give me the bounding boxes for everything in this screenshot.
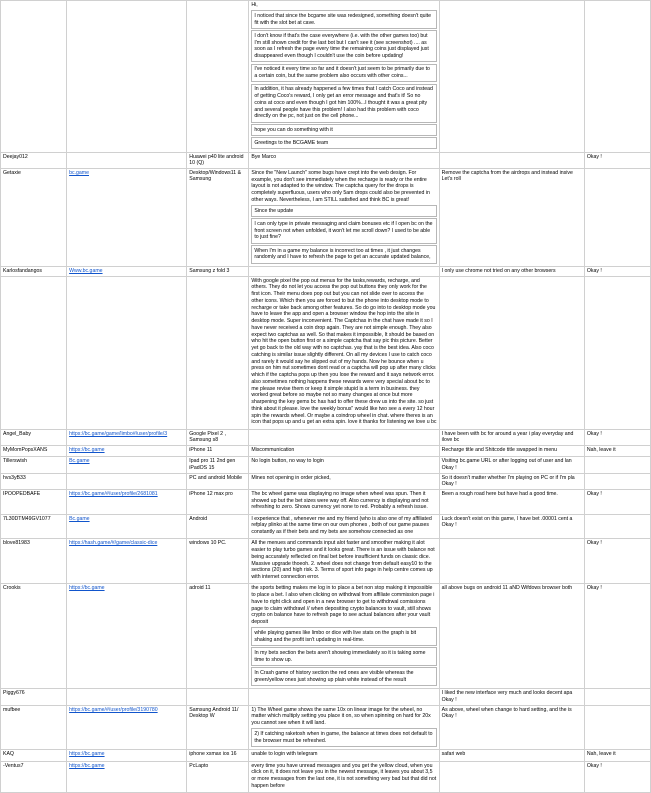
table-row — [1, 689, 651, 705]
message-text: No login button, no way to login — [251, 458, 436, 465]
message-text: All the menues and commands input alot faster and smoother making it alot easier to play turbo games and it looks great. There is an issue with balance not being accurately reflected on final bet before insufficient funds on classic dice. Massive upgrade thoeoh. 2. wheel does not change from default easy10 to the sections (20) and high risk. 3. Terms of sport info page in help centre comes up with internet connection error. — [251, 540, 435, 581]
cell-message — [249, 584, 439, 689]
message-text: unable to login with telegram — [251, 751, 436, 758]
message-box: 2) If catching raketosh when in game, the balance at times does not default to the browser must be refreshed. — [251, 728, 436, 747]
cell-user: Getaxie — [1, 168, 67, 266]
message-box: hope you can do something with it — [251, 124, 436, 136]
profile-link[interactable]: Bc.game — [69, 458, 90, 465]
cell-message — [249, 539, 439, 584]
cell-flag: Okay ! — [584, 761, 650, 793]
table-row — [1, 457, 651, 473]
cell-profile-link[interactable] — [67, 168, 187, 266]
table-row — [1, 1, 651, 153]
cell-device: windows 10 PC. — [187, 539, 249, 584]
message-box: I noticed that since the bcgame site was redesigned, something doesn't quite fit with the slot bet at cave. — [251, 10, 436, 29]
cell-device: adroid 11 — [187, 584, 249, 689]
table-row — [1, 276, 651, 429]
message-box: I can only type in private messaging and claim bonuses etc if I open bc on the front screen not when unfolded, it won't let me scroll down? I used to be able to just fine? — [251, 218, 436, 243]
cell-notes: I have been with bc for around a year i play everyday and ilove bc — [439, 429, 584, 445]
cell-message — [249, 689, 439, 705]
table-row — [1, 761, 651, 793]
cell-user: MyMomPopsXANS — [1, 446, 67, 457]
cell-device — [187, 1, 249, 153]
table-row — [1, 473, 651, 489]
table-row — [1, 446, 651, 457]
cell-device: PcLapto — [187, 761, 249, 793]
message-text: Hi, — [251, 2, 436, 9]
message-text: the sports betting makes me log in to place a bet non stop making it impossible to place a bet. I also when clicking on withdrwal from affiliate commission page i have to right click and open in a new browser to get to withdrwal comissions page to claim withdrawl // when depositing crypto balances to vault, still shows crypto on balance have to refresh page to see actual balances after your vault deposit — [251, 585, 436, 626]
cell-user: Angel_Baby — [1, 429, 67, 445]
message-text: 1) The Wheel game shows the same 10x on linear image for the wheel, no matter which multiply setting you place it on, so when spinning on hard for 20x you cannot see when it will land. — [251, 707, 436, 727]
message-text: With google pixel the pop out menus for the tasks,rewards, recharge, and others. They do not let you access the pop out buttons they only work for the first icon. Their menu does pop out but you can not slide over to access the other icons. Which then you are forced to but the phone into desktop mode to recharge or take back among other features. So do go into to desktop mode you have to leave the app and open a browser window the hop into the site in desktop mode. Super inconvenient. The Captchas in the chat have made it so I have never received a coin drop again. They are not simple enough. They also expect two captchas as well. So that makes it impossible, It should be based on who hit the open button first or a simple captcha that say pic this picture. Better yet go back to the old way with no captchas. yay that is the best idea. Also coco catching is similar issue slightly different. On all my devices I use to catch coco and rarely it would say he slipped out of my hands. Now he bounce when u press on him nut sometimes dont read or a captcha will pop up after many clicks which if the captcha pops up then you lose the reward and it says network error. also sometimes nothing happens these rewards were very special about bc to me please revise them or keep it simple stupid is a term in business. they worked great before so maybe not so many changes at once but more sharpening the key gems bc has had to offer these drew us into the site. so just think about it please. love the weekly bonus" would like two see a every 12 hour spin the rewards wheel. Or maybe a coindrop wheel in chat. where theres is an icon that pops up and u get an extra spin. love it thanks for listening we love u bc — [251, 277, 437, 426]
cell-message — [249, 489, 439, 514]
cell-profile-link[interactable] — [67, 750, 187, 761]
table-body — [1, 1, 651, 793]
cell-flag: Okay ! — [584, 152, 650, 168]
table-row — [1, 168, 651, 266]
cell-device: iphone xsmax ios 16 — [187, 750, 249, 761]
message-box: Since the update — [251, 205, 436, 217]
message-text: The bc wheel game was displaying no image when wheel was spun. Then it showed up but the bet sizes were way off. Also currency is displaying and not refreshing to zero. Shows currency yet none to red. Probably a refresh issue. — [251, 491, 436, 511]
cell-profile-link[interactable] — [67, 267, 187, 277]
profile-link[interactable]: https://bc.game — [69, 447, 105, 454]
cell-flag: Okay ! — [584, 539, 650, 584]
cell-device: Samsung z fold 3 — [187, 267, 249, 277]
cell-device: Ipad pro 11 2nd gen iPadOS 15 — [187, 457, 249, 473]
cell-user: blove81983 — [1, 539, 67, 584]
message-text: every time you have unread messages and you get the yellow cloud, when you click on it, it does not leave you in the newest message, it leaves you about 3,5 or more messages from the last one, it is not something very bad but that did not happen before — [251, 762, 437, 789]
cell-flag — [584, 168, 650, 266]
cell-profile-link[interactable] — [67, 584, 187, 689]
cell-notes — [439, 539, 584, 584]
message-box: In my bets section the bets aren't showing immediately so it is taking some time to show up. — [251, 647, 436, 666]
cell-flag: Okay ! — [584, 584, 650, 689]
cell-user: Tillerswish — [1, 457, 67, 473]
cell-profile-link — [67, 152, 187, 168]
cell-device: Samsung Android 11/ Desktop W — [187, 705, 249, 750]
cell-profile-link[interactable] — [67, 429, 187, 445]
profile-link[interactable]: https://bc.game — [69, 762, 105, 769]
table-row — [1, 429, 651, 445]
profile-link[interactable]: https://bc.game — [69, 751, 105, 758]
cell-message — [249, 276, 439, 429]
cell-user: IPOOPEDBAFE — [1, 489, 67, 514]
cell-notes — [439, 1, 584, 153]
cell-message — [249, 168, 439, 266]
cell-message — [249, 514, 439, 539]
cell-notes: Recharge title and Shitcode title swapped in menu — [439, 446, 584, 457]
cell-message — [249, 446, 439, 457]
cell-user: KAQ — [1, 750, 67, 761]
table-row — [1, 584, 651, 689]
cell-message — [249, 267, 439, 277]
cell-notes — [439, 276, 584, 429]
cell-profile-link — [67, 473, 187, 489]
cell-device: Google Pixel 2 , Samsung s8 — [187, 429, 249, 445]
cell-profile-link[interactable] — [67, 705, 187, 750]
cell-notes: Luck doesn't exist on this game, I have bet .00001 cent a Okay ! — [439, 514, 584, 539]
cell-device — [187, 689, 249, 705]
profile-link[interactable]: bc.game — [69, 169, 89, 176]
message-text: I experience that , whenever me and my friend (who is also one of my affiliated refplay plinko at the same time on our own phones , both of our game pauses constantly as if their bets and my bets are somehow connected as one — [251, 516, 436, 536]
cell-message — [249, 473, 439, 489]
cell-device: PC and android Mobile — [187, 473, 249, 489]
table-row — [1, 152, 651, 168]
cell-user — [1, 276, 67, 429]
cell-profile-link[interactable] — [67, 446, 187, 457]
message-box: In addition, it has already happened a few times that I catch Coco and instead of getting Coco's reward, I only get an error message and that's it! So no coins at coco and even though I got him 100%...I thought it was a great pity and several people have this problem! I also had this problem with coco directly on the pc, not just on the cell phone... — [251, 84, 436, 123]
cell-device: Android — [187, 514, 249, 539]
cell-message — [249, 705, 439, 750]
message-box: I've noticed it every time so far and it doesn't just seem to be primarily due to a certain coin, but the same problem also occurs with other coins... — [251, 64, 436, 83]
cell-flag: Okay ! — [584, 429, 650, 445]
cell-flag: Okay ! — [584, 489, 650, 514]
message-box: When I'm in a game my balance is incorrect too at times , it just changes randomly and I have to refresh the page to get an accurate updated balance, — [251, 245, 436, 264]
profile-link[interactable]: https://bc.game — [69, 585, 105, 592]
cell-device: Desktop/Windows11 & Samsung — [187, 168, 249, 266]
cell-user: mufbee — [1, 705, 67, 750]
cell-profile-link[interactable] — [67, 489, 187, 514]
cell-flag — [584, 689, 650, 705]
cell-notes: So it doesn't matter whether I'm playing on PC or if I'm pla Okay ! — [439, 473, 584, 489]
cell-flag: Nah, leave it — [584, 446, 650, 457]
cell-notes: Visiting bc.game URL or after logging out of user and lan Okay ! — [439, 457, 584, 473]
cell-user: 7L30DTM49GV1077 — [1, 514, 67, 539]
cell-notes: safari web — [439, 750, 584, 761]
cell-profile-link[interactable] — [67, 514, 187, 539]
cell-message — [249, 457, 439, 473]
cell-message — [249, 761, 439, 793]
table-row — [1, 705, 651, 750]
table-row — [1, 539, 651, 584]
cell-notes: As above, wheel when change to hard setting, and the is Okay ! — [439, 705, 584, 750]
cell-flag: Okay ! — [584, 267, 650, 277]
cell-message — [249, 1, 439, 153]
cell-device: Huawei p40 lite android 10 (Q) — [187, 152, 249, 168]
cell-notes: I only use chrome not tried on any other browsers — [439, 267, 584, 277]
profile-link[interactable]: https://bc.game/#/user/profile/3190780 — [69, 706, 158, 713]
cell-notes: all above bugs on android 11 aND Wifdows browser both — [439, 584, 584, 689]
table-row — [1, 489, 651, 514]
message-box: In Crash game of history section the red ones are visible whereas the green/yellow ones just showing up plain white instead of the result — [251, 667, 436, 686]
message-text: Mines not opening in order picked, — [251, 475, 436, 482]
cell-notes — [439, 761, 584, 793]
message-text: Bye Marco — [251, 154, 436, 161]
cell-flag — [584, 514, 650, 539]
cell-user: Deejay012 — [1, 152, 67, 168]
cell-message — [249, 429, 439, 445]
message-box: while playing games like limbo or dice with live stats on the graph is bit shaking and the profit isn't updating in real-time. — [251, 627, 436, 646]
cell-profile-link — [67, 689, 187, 705]
cell-flag: Nah, leave it — [584, 750, 650, 761]
cell-device: iPhone 11 — [187, 446, 249, 457]
table-row — [1, 267, 651, 277]
cell-flag — [584, 1, 650, 153]
cell-notes — [439, 152, 584, 168]
table-row — [1, 750, 651, 761]
cell-user: Crookis — [1, 584, 67, 689]
cell-notes: Been a rough road here but have had a good time. — [439, 489, 584, 514]
cell-notes: I liked the new interface very much and looks decent apa Okay ! — [439, 689, 584, 705]
cell-device — [187, 276, 249, 429]
cell-user: hvs3yB33 — [1, 473, 67, 489]
cell-profile-link[interactable] — [67, 539, 187, 584]
profile-link[interactable]: https://hash.game/#/game/classic-dice — [69, 540, 158, 547]
cell-user: Karlosfandangos — [1, 267, 67, 277]
cell-notes: Remove the captcha from the airdrops and instead insive Let's roll — [439, 168, 584, 266]
cell-user — [1, 1, 67, 153]
message-box: Greetings to the BCGAME team — [251, 137, 436, 149]
cell-profile-link[interactable] — [67, 761, 187, 793]
cell-flag — [584, 276, 650, 429]
profile-link[interactable]: Www.bc.game — [69, 268, 103, 275]
profile-link[interactable]: https://bc.game/#/user/profile/2681081 — [69, 490, 158, 497]
cell-profile-link — [67, 1, 187, 153]
cell-device: iPhone 12 max pro — [187, 489, 249, 514]
cell-user: Piggy676 — [1, 689, 67, 705]
cell-profile-link — [67, 276, 187, 429]
cell-flag — [584, 457, 650, 473]
cell-flag — [584, 705, 650, 750]
message-text: Since the "New Launch" some bugs have crept into the web design. For example, you don't see immediately when the recharge is ready or the entire layout is not adapted to the window. The captcha query for the drops is completely superfluous, users who only 5am drops could also be prevented in other ways. Nevertheless, I am STILL satisfied and think BC is great! — [251, 170, 436, 204]
cell-user: -Ventus7 — [1, 761, 67, 793]
profile-link[interactable]: Bc.game — [69, 515, 90, 522]
message-text: Miscommunication — [251, 447, 436, 454]
table-row — [1, 514, 651, 539]
cell-flag — [584, 473, 650, 489]
cell-message — [249, 750, 439, 761]
cell-message — [249, 152, 439, 168]
profile-link[interactable]: https://bc.game/game/limbo#/user/profile/3 — [69, 430, 168, 437]
cell-profile-link[interactable] — [67, 457, 187, 473]
message-box: I don't know if that's the case everywhere (i.e. with the other games too) but I'm still shown credit for the last bot but I can't see it (see screenshot) .... as soon as I refresh the page every time the remaining coins just displayed just disappeared even though I couldn't use the coin before updating! — [251, 30, 436, 62]
